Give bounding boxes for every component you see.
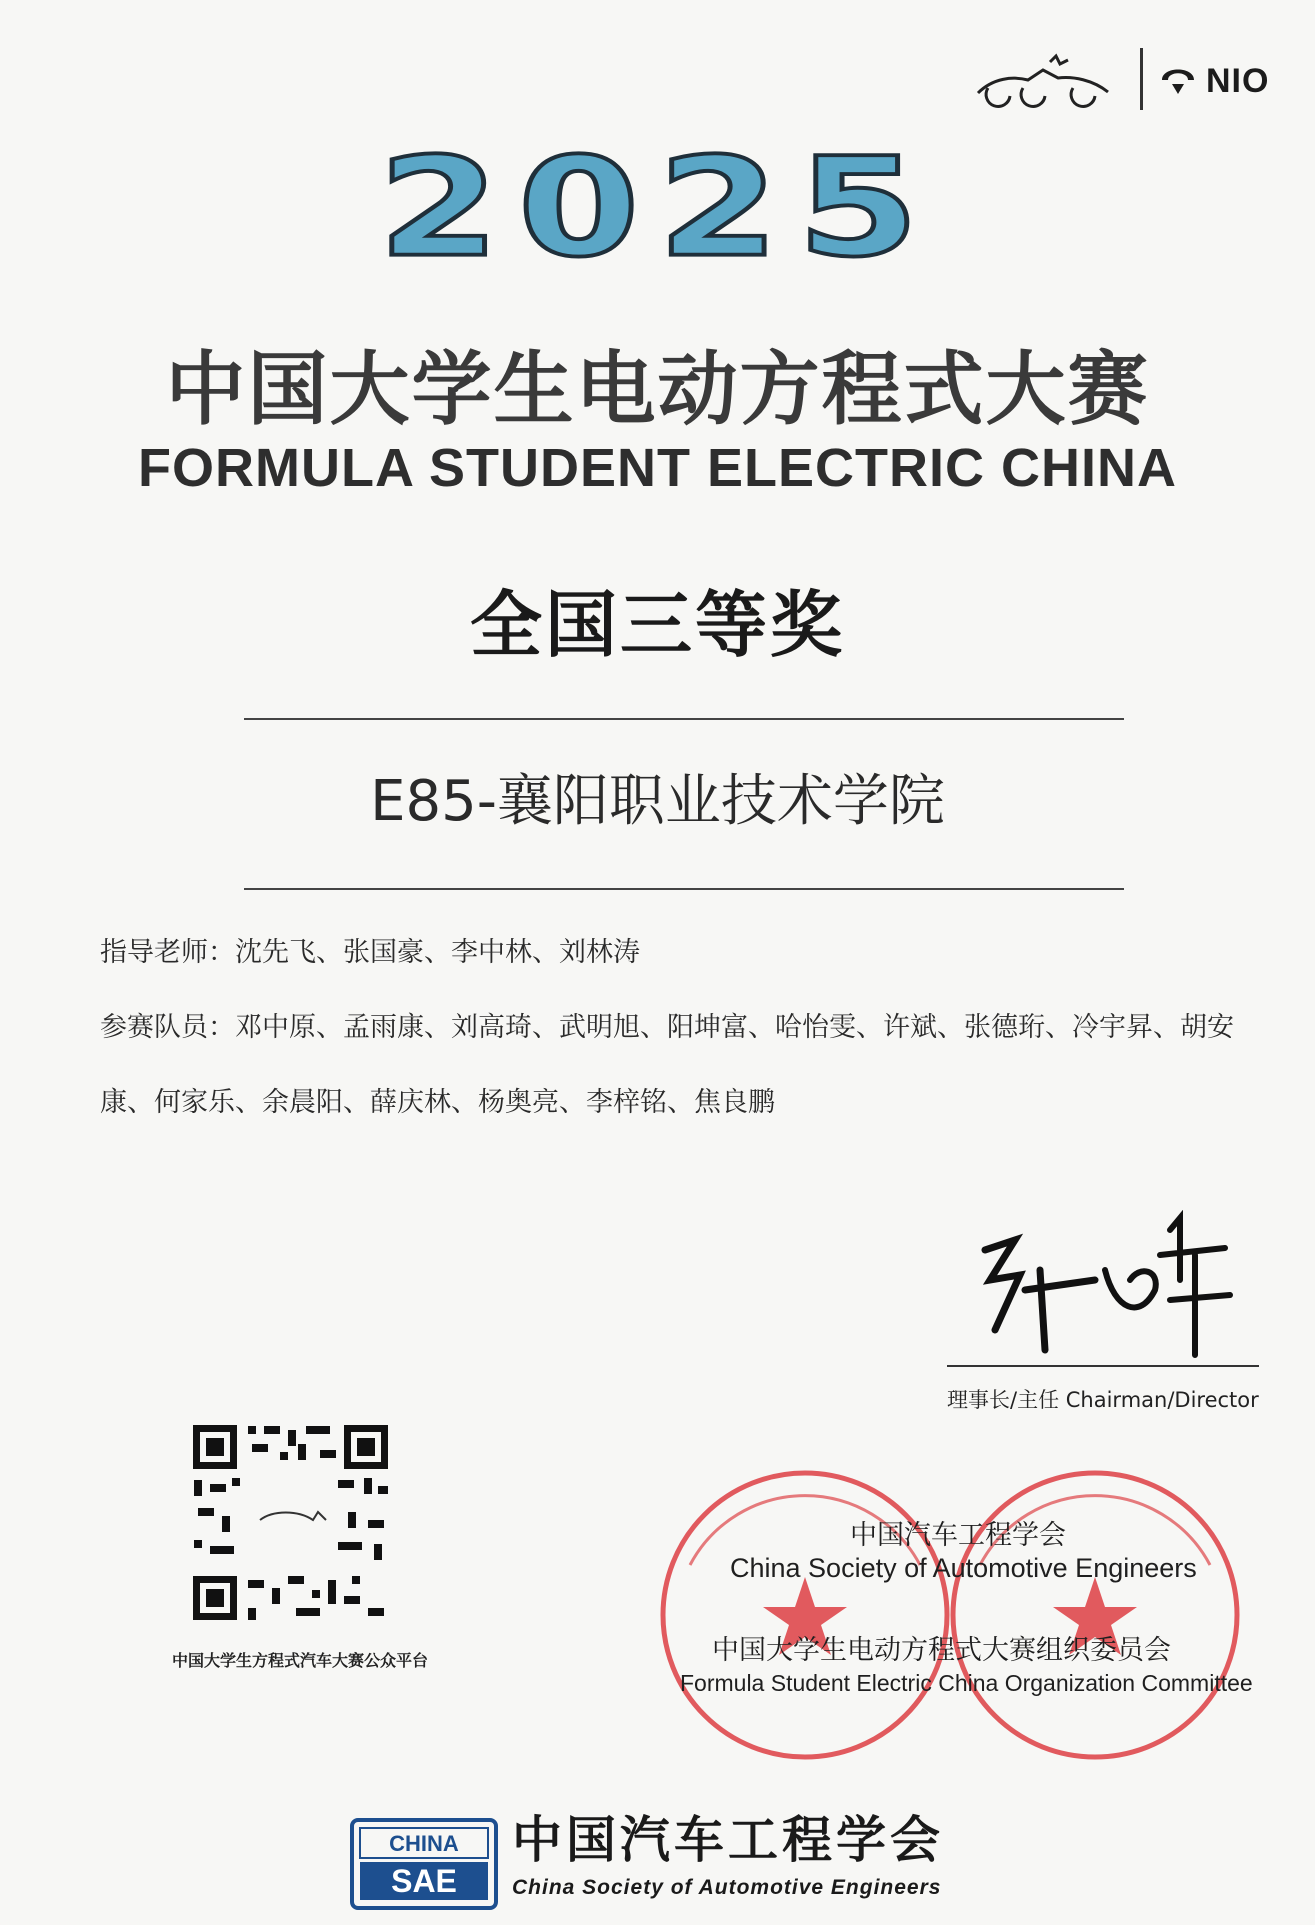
nio-mark-icon <box>1158 58 1198 98</box>
award-title: 全国三等奖 <box>469 583 845 667</box>
organizer-2-en: Formula Student Electric China Organization Committee <box>680 1670 1253 1696</box>
competition-title-cn: 中国大学生电动方程式大赛 <box>165 343 1150 436</box>
organizer-1-en: China Society of Automotive Engineers <box>730 1553 1197 1583</box>
logo-separator <box>1140 48 1143 110</box>
members-label: 参赛队员： <box>100 1012 235 1043</box>
advisors-label: 指导老师： <box>100 937 235 968</box>
organizer-2-cn: 中国大学生电动方程式大赛组织委员会 <box>712 1635 1171 1666</box>
footer-org-name-cn: 中国汽车工程学会 <box>512 1811 944 1869</box>
signature-caption: 理事长/主任 Chairman/Director <box>947 1388 1259 1412</box>
members-names-2: 康、何家乐、余晨阳、薛庆林、杨奥亮、李梓铭、焦良鹏 <box>100 1087 775 1118</box>
divider-bottom <box>244 888 1124 890</box>
sae-logo-top-text: CHINA <box>389 1831 459 1856</box>
fsec-car-logo-icon <box>968 48 1118 118</box>
nio-brand-text: NIO <box>1206 62 1270 100</box>
qr-caption: 中国大学生方程式汽车大赛公众平台 <box>171 1651 428 1670</box>
divider-top <box>244 718 1124 720</box>
footer-org-name-en: China Society of Automotive Engineers <box>512 1876 942 1899</box>
members-line-1 <box>100 1005 1234 1044</box>
qr-code <box>188 1420 393 1625</box>
members-names-1: 邓中原、孟雨康、刘高琦、武明旭、阳坤富、哈怡雯、许斌、张德珩、冷宇昇、胡安 <box>235 1012 1234 1043</box>
china-sae-logo <box>350 1818 498 1910</box>
competition-title-en: FORMULA STUDENT ELECTRIC CHINA <box>138 438 1177 498</box>
members-line-2 <box>100 1080 775 1119</box>
advisors-names: 沈先飞、张国豪、李中林、刘林涛 <box>235 937 640 968</box>
chairman-signature <box>955 1210 1255 1360</box>
sae-logo-bottom-text: SAE <box>391 1863 457 1899</box>
official-seals <box>650 1465 1270 1765</box>
organizer-1-cn: 中国汽车工程学会 <box>850 1520 1066 1551</box>
signature-line <box>947 1365 1259 1367</box>
team-name: E85-襄阳职业技术学院 <box>370 769 945 834</box>
certificate-year: 2025 <box>377 129 938 288</box>
advisors-line <box>100 930 640 969</box>
